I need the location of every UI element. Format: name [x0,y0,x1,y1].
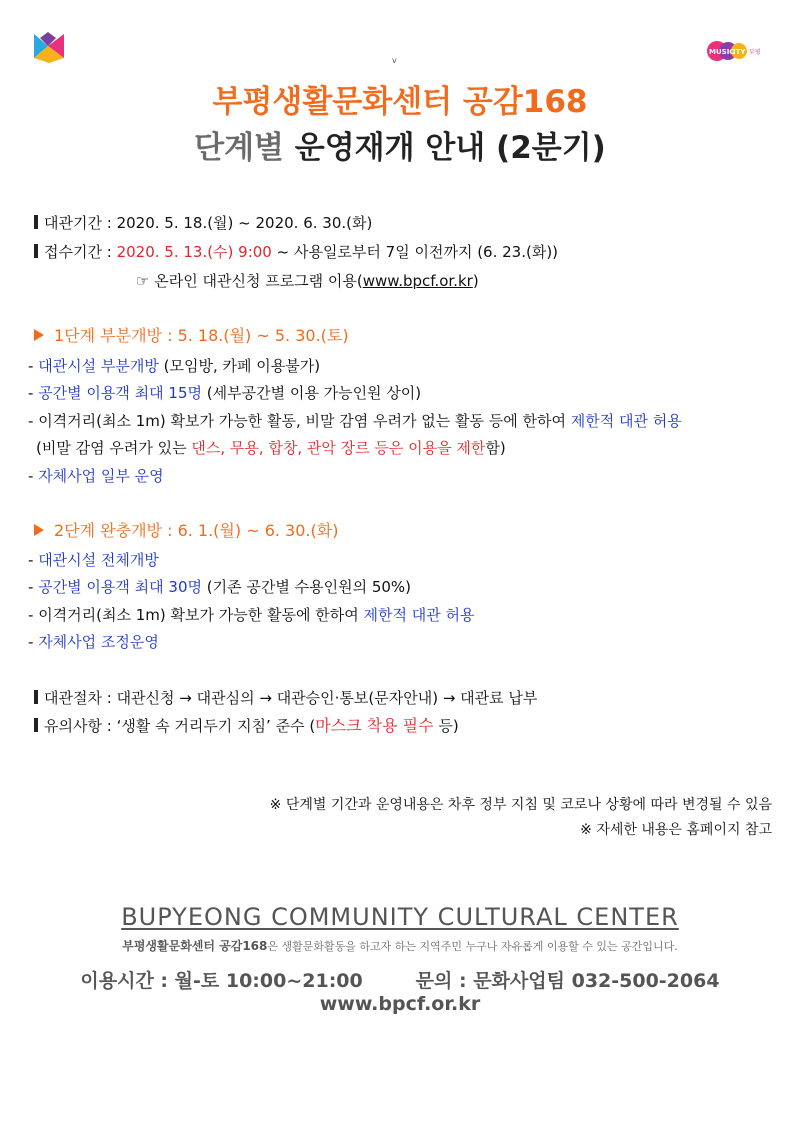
note-homepage: ※ 자세한 내용은 홈페이지 참고 [580,822,772,838]
stage2-item3: - 이격거리(최소 1m) 확보가 가능한 활동에 한하여 제한적 대관 허용 [28,606,475,624]
bupyeong-logo-icon [32,30,66,64]
stage1-item2-highlight: 공간별 이용객 최대 15명 [38,384,202,402]
footer-description-bold: 부평생활문화센터 공감168 [122,939,268,953]
stage2-item4-highlight: 자체사업 조정운영 [38,633,159,651]
stage2-item3-text: 이격거리(최소 1m) 확보가 가능한 활동에 한하여 [38,606,364,624]
stage1-item2: - 공간별 이용객 최대 15명 (세부공간별 이용 가능인원 상이) [28,384,422,402]
stage1-item3-highlight: 제한적 대관 허용 [570,412,682,430]
stage1-item3-text: 이격거리(최소 1m) 확보가 가능한 활동, 비말 감염 우려가 없는 활동 등에 한하여 [38,412,571,430]
caret-mark: v [392,56,397,65]
bullet-bar [34,718,38,732]
caution-highlight: 마스크 착용 필수 [315,716,434,735]
stage1-item1: - 대관시설 부분개방 (모임방, 카페 이용불가) [28,357,321,375]
online-text: 온라인 대관신청 프로그램 이용( [154,272,363,290]
footer-description [0,937,800,954]
stage2-heading-text: 2단계 완충개방 : 6. 1.(월) ~ 6. 30.(화) [54,521,339,540]
footer-hours-contact [0,966,800,993]
procedure-line: 대관절차 : 대관신청 → 대관심의 → 대관승인·통보(문자안내) → 대관료 납부 [34,688,537,708]
footer-contact: 문의 : 문화사업팀 032-500-2064 [415,970,720,992]
subtitle-part-b: 운영재개 안내 (2분기) [294,130,606,166]
stage1-item3: - 이격거리(최소 1m) 확보가 가능한 활동, 비말 감염 우려가 없는 활동 등에 한하여 제한적 대관 허용 [28,412,682,430]
stage1-item3b-highlight: 댄스, 무용, 합창, 관악 장르 등은 이용을 제한 [191,439,486,457]
note-changes: ※ 단계별 기간과 운영내용은 차후 정부 지침 및 코로나 상황에 따라 변경될 수 있음 [269,797,772,813]
stage1-item1-highlight: 대관시설 부분개방 [38,357,159,375]
online-close: ) [472,272,479,290]
bullet-bar [34,215,38,229]
stage2-item1-highlight: 대관시설 전체개방 [38,551,159,569]
caution-line: 유의사항 : ‘생활 속 거리두기 지침’ 준수 (마스크 착용 필수 등) [34,716,459,736]
stage2-item2: - 공간별 이용객 최대 30명 (기존 공간별 수용인원의 50%) [28,578,412,596]
rental-period-label: 대관기간 [44,214,102,232]
page-title: 부평생활문화센터 공감168 [212,84,588,120]
stage1-item4-highlight: 자체사업 일부 운영 [38,467,164,485]
svg-text:ITY: ITY [733,48,746,56]
caution-label: 유의사항 [44,717,102,735]
pointing-hand-icon: ☞ [136,272,150,290]
procedure-label: 대관절차 [44,689,102,707]
page-subtitle [0,122,800,167]
stage2-item3-highlight: 제한적 대관 허용 [363,606,475,624]
music-city-logo-icon [706,40,764,62]
triangle-right-icon [34,329,44,341]
svg-text:부평: 부평 [749,49,761,56]
stage2-item2-rest: (기존 공간별 수용인원의 50%) [202,578,412,596]
footer-english-name [0,903,800,931]
stage1-item1-rest: (모임방, 카페 이용불가) [158,357,321,375]
online-line [136,271,479,291]
stage1-heading-text: 1단계 부분개방 : 5. 18.(월) ~ 5. 30.(토) [54,326,349,345]
stage1-item3b-end: 함) [485,439,506,457]
bullet-bar [34,244,38,258]
subtitle-part-a: 단계별 [194,130,284,166]
stage1-heading [34,326,349,346]
stage2-item1: - 대관시설 전체개방 [28,551,159,569]
footer-hours: 이용시간 : 월-토 10:00~21:00 [80,970,363,992]
stage2-heading [34,521,338,541]
procedure-value: 대관신청 → 대관심의 → 대관승인·통보(문자안내) → 대관료 납부 [116,689,538,707]
reception-period-label: 접수기간 [44,243,102,261]
reception-rest: ~ 사용일로부터 7일 이전까지 (6. 23.(화)) [271,243,559,261]
bullet-bar [34,690,38,704]
rental-period-value: 2020. 5. 18.(월) ~ 2020. 6. 30.(화) [116,214,373,232]
reception-start: 2020. 5. 13.(수) 9:00 [116,243,272,261]
stage2-item2-highlight: 공간별 이용객 최대 30명 [38,578,202,596]
stage2-item4: - 자체사업 조정운영 [28,633,159,651]
online-url-link[interactable]: www.bpcf.or.kr [362,272,473,290]
stage1-item3b [36,438,506,458]
rental-period-line: 대관기간 : 2020. 5. 18.(월) ~ 2020. 6. 30.(화) [34,213,372,233]
svg-text:MUSIC: MUSIC [709,48,735,56]
stage1-item3b-text: (비말 감염 우려가 있는 [36,439,192,457]
stage1-item4: - 자체사업 일부 운영 [28,467,164,485]
footer-english-name-text: BUPYEONG COMMUNITY CULTURAL CENTER [121,903,679,931]
caution-value-b: 등) [433,717,459,735]
reception-period-line: 접수기간 : 2020. 5. 13.(수) 9:00 ~ 사용일로부터 7일 이전까지 (6. 23.(화)) [34,242,558,262]
stage1-item2-rest: (세부공간별 이용 가능인원 상이) [202,384,422,402]
triangle-right-icon [34,524,44,536]
caution-value-a: ‘생활 속 거리두기 지침’ 준수 ( [116,717,316,735]
footer-url-link[interactable]: www.bpcf.or.kr [319,993,481,1015]
footer-description-rest: 은 생활문화활동을 하고자 하는 지역주민 누구나 자유롭게 이용할 수 있는 공간입니다. [267,940,678,953]
